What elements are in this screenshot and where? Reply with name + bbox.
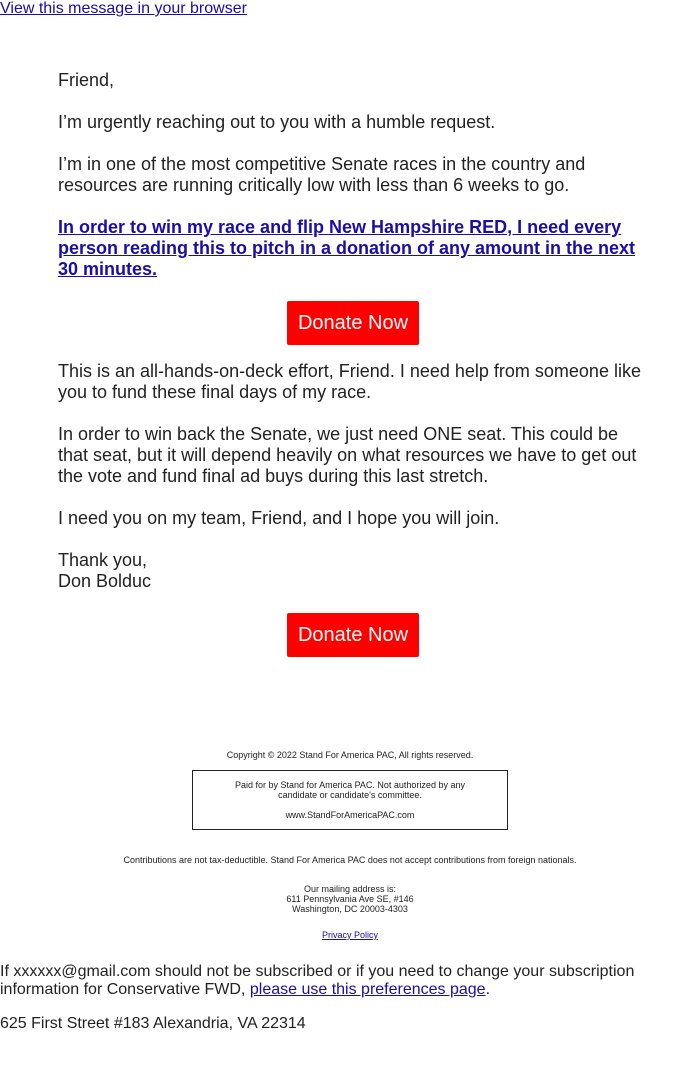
donate-button-wrapper-1 (58, 301, 648, 345)
donate-button-wrapper-2 (58, 613, 648, 657)
paragraph-all-hands: This is an all-hands-on-deck effort, Friend. I need help from someone like you to fund these final days of my race. (58, 361, 641, 402)
mailing-street: 611 Pennsylvania Ave SE, #146 (286, 894, 414, 904)
mailing-city: Washington, DC 20003-4303 (292, 904, 408, 914)
view-in-browser-link[interactable]: View this message in your browser (0, 0, 247, 17)
subscription-period: . (485, 981, 491, 998)
paid-for-line-2: candidate or candidate's committee. (278, 790, 422, 800)
cta-paragraph (58, 217, 648, 280)
paragraph-senate: In order to win back the Senate, we just need ONE seat. This could be that seat, but it will depend heavily on what resources we have to get out the vote and fund final ad buys during this last stretch. (58, 424, 637, 486)
mailing-label: Our mailing address is: (303, 884, 397, 894)
signoff (58, 550, 648, 592)
paragraph-request: I’m urgently reaching out to you with a humble request. (58, 112, 496, 132)
paid-for-disclaimer-box (192, 770, 508, 830)
privacy-policy-link[interactable]: Privacy Policy (321, 930, 378, 940)
signoff-name: Don Bolduc (58, 571, 152, 591)
subscription-text-2: information for Conservative FWD, (0, 981, 250, 998)
subscription-text-1: If xxxxxx@gmail.com should not be subscribed or if you need to change your subscription (0, 963, 635, 980)
contributions-disclaimer: Contributions are not tax-deductible. Stand For America PAC does not accept contributions from foreign nationals. (123, 855, 577, 865)
paid-for-line-1: Paid for by Stand for America PAC. Not authorized by any (235, 780, 465, 790)
sender-address: 625 First Street #183 Alexandria, VA 22314 (0, 1015, 306, 1032)
footer (0, 750, 700, 940)
subscription-footer (0, 963, 700, 1033)
cta-donation-link[interactable]: In order to win my race and flip New Hampshire RED, I need every person reading this to pitch in a donation of any amount in the next 30 minutes. (58, 217, 636, 279)
paragraph-competitive: I’m in one of the most competitive Senate races in the country and resources are running critically low with less than 6 weeks to go. (58, 154, 586, 195)
paragraph-team: I need you on my team, Friend, and I hope you will join. (58, 508, 500, 528)
donate-now-button[interactable]: Donate Now (287, 301, 419, 345)
signoff-thanks: Thank you, (58, 550, 148, 570)
copyright-text: Copyright © 2022 Stand For America PAC, All rights reserved. (226, 750, 474, 760)
greeting: Friend, (58, 70, 115, 90)
preferences-page-link[interactable]: please use this preferences page (249, 981, 486, 998)
donate-now-button-bottom[interactable]: Donate Now (287, 613, 419, 657)
subscription-notice (0, 963, 700, 999)
pac-website: www.StandForAmericaPAC.com (285, 810, 415, 820)
email-body (58, 70, 648, 673)
mailing-address (0, 884, 700, 914)
